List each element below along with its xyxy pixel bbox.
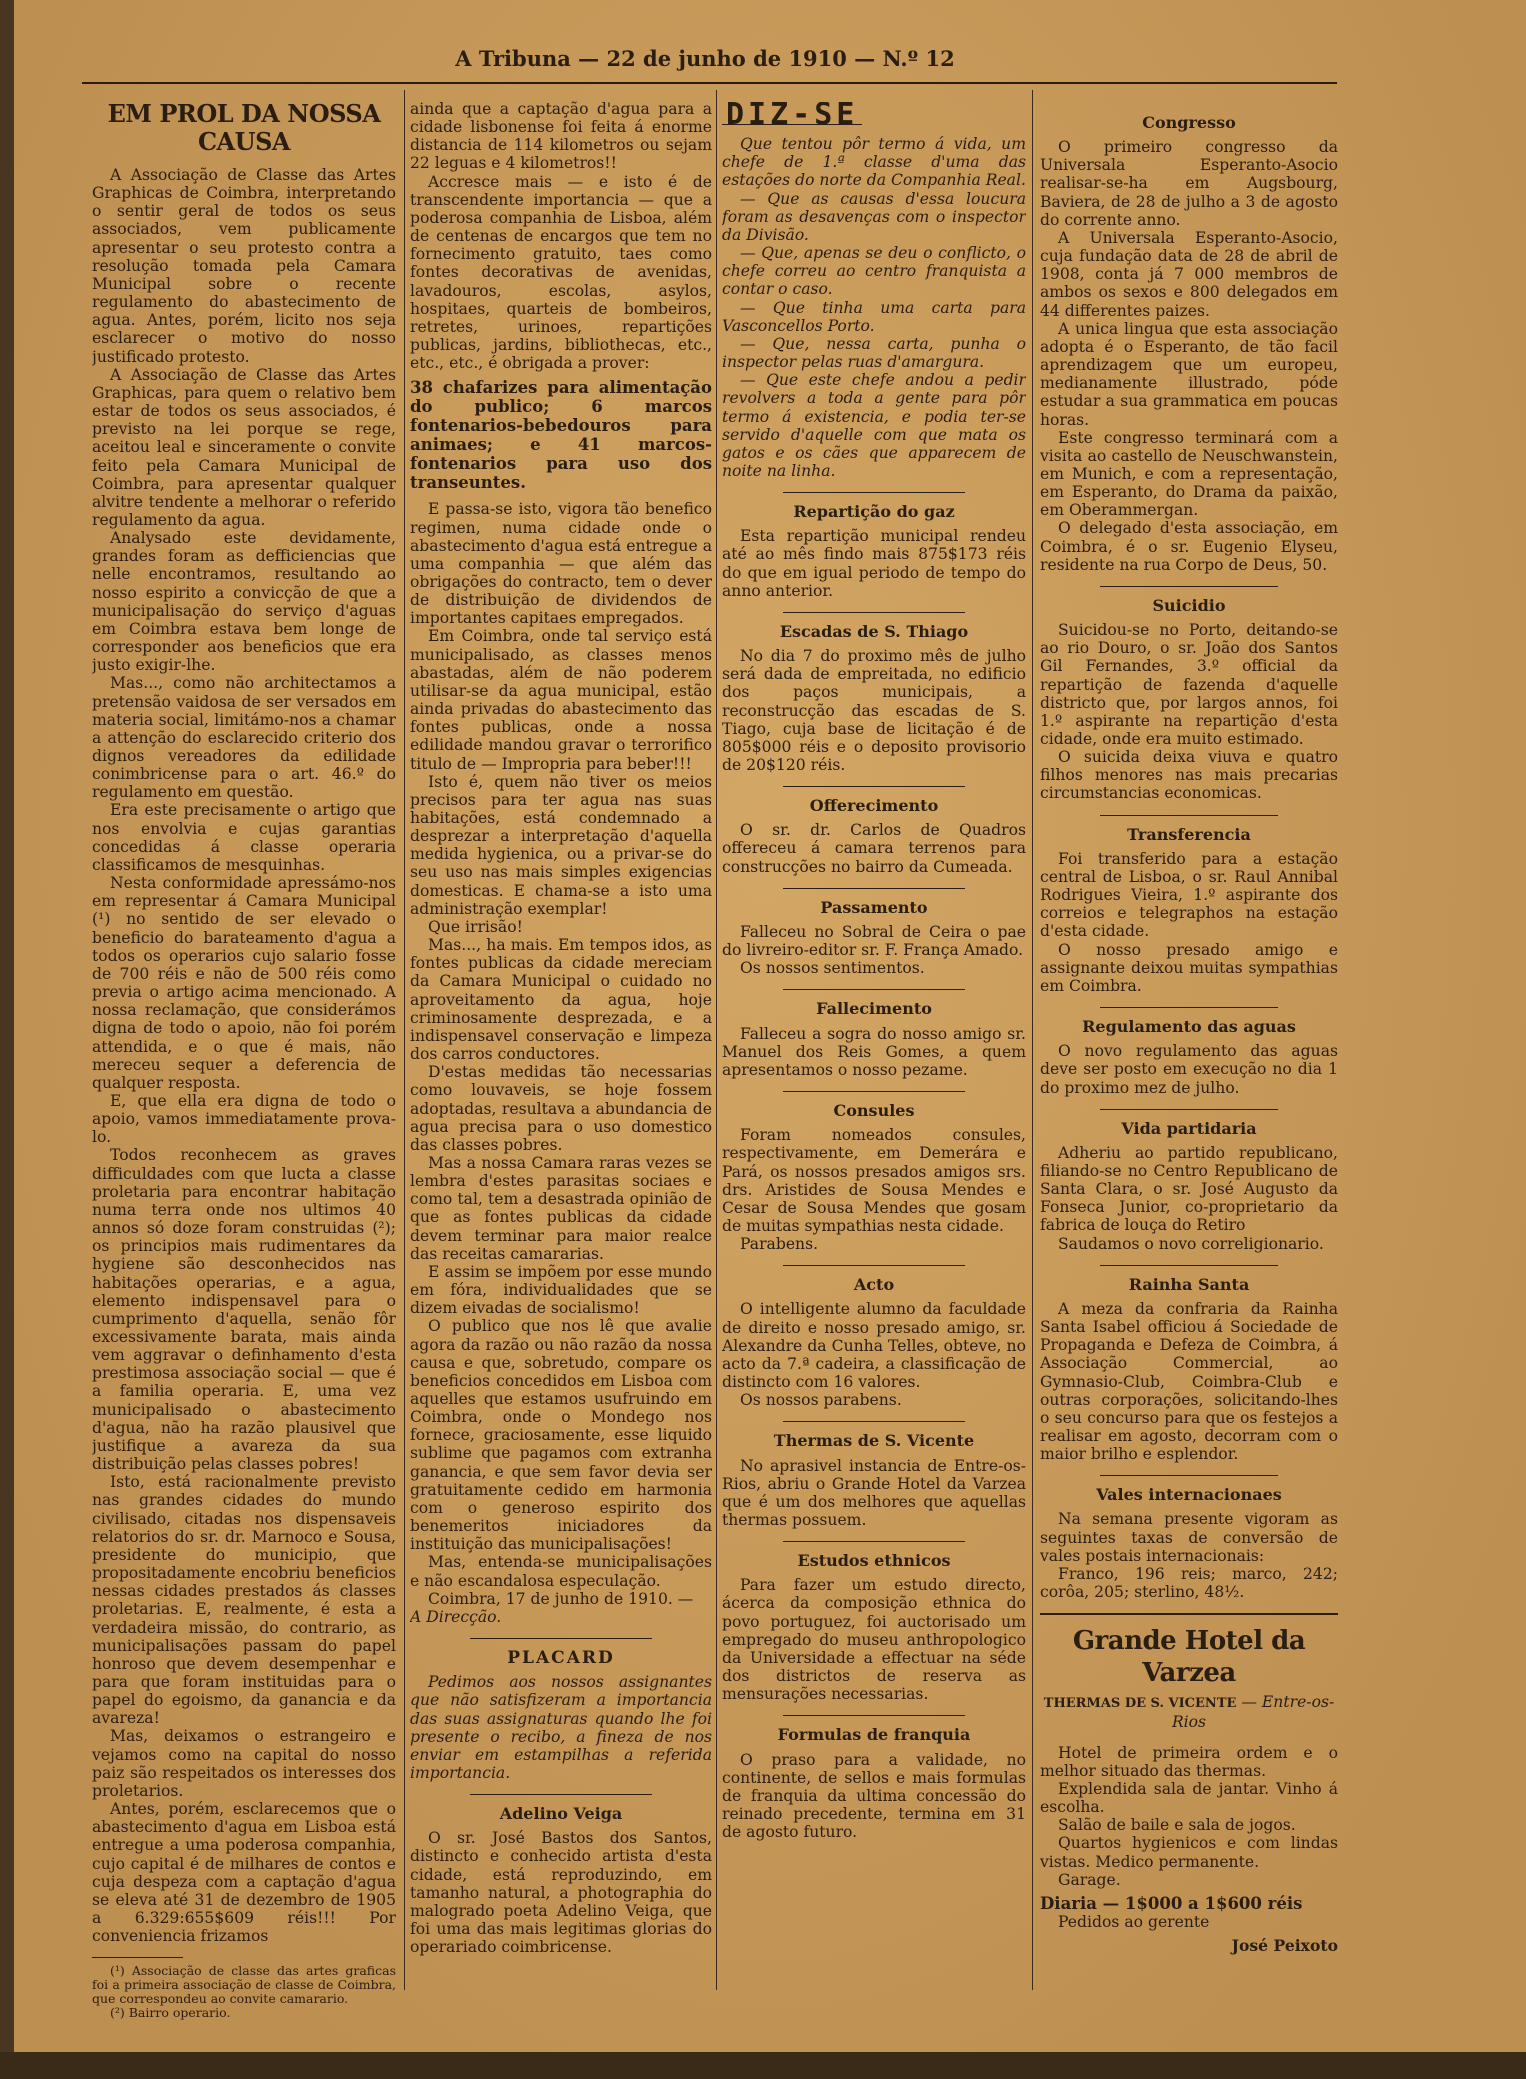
article-paragraph: E assim se impõem por esse mundo em fóra, individualidades que se dizem eivadas de socialismo! [410, 1262, 712, 1318]
section-rule [783, 492, 965, 493]
brief-title: Formulas de franquia [777, 1725, 971, 1745]
footnote: (²) Bairro operario. [110, 2005, 231, 2021]
brief-title: Transferencia [1127, 824, 1251, 844]
brief-text: Para fazer um estudo directo, ácerca da composição ethnica do povo portuguez, foi auctorisado um empregado do museu anthropologico da Universidade a effectuar na séde dos districtos de reserva as mensurações necessarias. [722, 1576, 1026, 1704]
article-paragraph: D'estas medidas tão necessarias como louvaveis, se hoje fossem adoptadas, resultava a abundancia de agua precisa para o uso domestico das classes pobres. [410, 1063, 712, 1154]
brief-text: Foram nomeados consules, respectivamente, em Demerára e Pará, os nossos presados amigos srs. drs. Aristides de Sousa Mendes e Cesar de Sousa Mendes que gosam de muitas sympathias nesta cidade. [722, 1126, 1026, 1235]
ad-daily-rate: Diaria — 1$000 a 1$600 réis [1040, 1893, 1303, 1913]
ad-subtitle-caps: THERMAS DE S. VICENTE [1043, 1696, 1237, 1712]
brief-text: Foi transferido para a estação central de Lisboa, o sr. Raul Annibal Rodrigues Vieira, 1.º aspirante dos correios e telegraphos na estação d'esta cidade. [1040, 849, 1338, 941]
dizse-item: — Que as causas d'essa loucura foram as desavenças com o inspector da Divisão. [722, 189, 1026, 244]
section-rule [783, 1715, 965, 1716]
brief-text: O delegado d'esta associação, em Coimbra, é o sr. Eugenio Elyseu, residente na rua Corpo de Deus, 50. [1040, 519, 1338, 574]
article-paragraph: Que irrisão! [428, 917, 523, 936]
article-paragraph: Accresce mais — e isto é de transcendente importancia — que a poderosa companhia de Lisboa, além de centenas de encargos que tem no fornecimento gratuito, taes como fontes decorativas de avenidas, lavadouros, escolas, asylos, hospitaes, quarteis de bombeiros, retretes, urinoes, repartições publicas, jardins, bibliothecas, etc., etc., etc., é obrigada a prover: [410, 172, 712, 373]
page-header: A Tribuna — 22 de junho de 1910 — N.º 12 [455, 46, 955, 71]
dizse-title: DIZ-SE [722, 106, 862, 125]
brief-text: Falleceu a sogra do nosso amigo sr. Manuel dos Reis Gomes, a quem apresentamos o nosso pezame. [722, 1024, 1026, 1079]
ad-contact: Pedidos ao gerente [1058, 1912, 1210, 1931]
brief-text: Este congresso terminará com a visita ao castello de Neuschwanstein, em Munich, e com a representação, em Esperanto, do Drama da paixão, em Oberammergan. [1040, 428, 1338, 520]
section-rule [783, 888, 965, 889]
brief-title: Estudos ethnicos [797, 1551, 951, 1571]
brief-title: Offerecimento [809, 796, 939, 816]
article-paragraph: Mas, deixamos o estrangeiro e vejamos como na capital do nosso paiz são respeitados os interesses dos proletarios. [92, 1727, 396, 1800]
brief-title: Acto [853, 1275, 895, 1295]
brief-title: Rainha Santa [1128, 1274, 1250, 1294]
section-rule [783, 612, 965, 613]
brief-text: Falleceu no Sobral de Ceira o pae do livreiro-editor sr. F. França Amado. [722, 922, 1026, 960]
placard-title: PLACARD [507, 1648, 615, 1669]
brief-title: Congresso [1142, 113, 1236, 132]
news-briefs [722, 503, 1026, 1841]
column-3 [722, 102, 1026, 1841]
article-signature: A Direcção. [410, 1607, 502, 1626]
brief-text: O intelligente alumno da faculdade de direito e nosso presado amigo, sr. Alexandre da Cunha Telles, obteve, no acto da 7.ª cadeira, a classificação de distincto com 16 valores. [722, 1300, 1026, 1392]
adelino-text: O sr. José Bastos dos Santos, distincto e conhecido artista d'esta cidade, está reproduzindo, em tamanho natural, a photographia do malogrado poeta Adelino Veiga, que foi uma das mais legitimas glorias do operariado coimbricense. [410, 1829, 712, 1957]
fountains-list: 38 chafarizes para alimentação do publico; 6 marcos fontenarios-bebedouros para animaes; e 41 marcos-fontenarios para uso dos transeuntes. [410, 378, 712, 493]
article-paragraph: E passa-se isto, vigora tão benefico regimen, numa cidade onde o abastecimento d'agua está entregue a uma companhia — que além das obrigações do contracto, tem o dever de distribuição de dividendos de importantes capitaes empregados. [410, 500, 712, 628]
article-paragraph: A Associação de Classe das Artes Graphicas de Coimbra, interpretando o sentir geral de todos os seus associados, vem publicamente apresentar o seu protesto contra a resolução tomada pela Camara Municipal sobre o recente regulamento do abastecimento de agua. Antes, porém, licito nos seja esclarecer o motivo do nosso justificado protesto. [92, 166, 396, 366]
article-paragraph: Isto é, quem não tiver os meios precisos para ter agua nas suas habitações, está condemnado a desprezar a interpretação d'aquella medida hygienica, ou a privar-se do seu uso nas mais simples exigencias domesticas. E chama-se a isto uma administração exemplar! [410, 772, 712, 918]
article-title: EM PROL DA NOSSA CAUSA [107, 99, 381, 156]
hotel-advertisement [1040, 1625, 1338, 1955]
ad-manager-name: José Peixoto [1231, 1936, 1338, 1956]
placard-text: Pedimos aos nossos assignantes que não satisfizeram a importancia das suas assignaturas quando lhe foi presente o recibo, a fineza de nos enviar em estampilhas a referida importancia. [410, 1673, 712, 1782]
section-rule [470, 1794, 651, 1795]
brief-text: O novo regulamento das aguas deve ser posto em execução no dia 1 do proximo mez de julho. [1040, 1042, 1338, 1097]
article-paragraph: Mas..., como não architectamos a pretensão vaidosa de ser versados em materia social, limitámo-nos a chamar a attenção do esclarecido criterio dos dignos vereadores da edilidade conimbricense para o art. 46.º do regulamento em questão. [92, 674, 396, 802]
brief-title: Repartição do gaz [793, 502, 955, 522]
ad-line: Quartos hygienicos e com lindas vistas. Medico permanente. [1040, 1834, 1338, 1871]
section-rule [783, 786, 965, 787]
brief-text: O sr. dr. Carlos de Quadros offereceu á camara terrenos para construcções no bairro da Cumeada. [722, 821, 1026, 876]
article-paragraph: Nesta conformidade apressámo-nos em representar á Camara Municipal (¹) no sentido de ser elevado o beneficio do barateamento d'agua a todos os operarios cujo salario fosse de 700 réis e não de 500 réis como previa o artigo acima mencionado. A nossa reclamação, que considerámos digna de todo o apoio, não foi porém attendida, e o que é mais, não mereceu sequer a deferencia de qualquer resposta. [92, 874, 396, 1092]
dizse-body [722, 135, 1026, 480]
adelino-title: Adelino Veiga [499, 1804, 623, 1824]
section-rule [1100, 586, 1279, 587]
brief-text: Saudamos o novo correligionario. [1058, 1234, 1324, 1253]
section-rule [1100, 1475, 1279, 1476]
article-paragraph: Todos reconhecem as graves difficuldades com que lucta a classe proletaria para encontrar habitação numa terra onde nos ultimos 40 annos só doze foram construidas (²); os principios mais rudimentares da hygiene são desconhecidos nas habitações operarias, e a agua, elemento indispensavel para o cumprimento d'aquella, senão fôr excessivamente barata, mais ainda vem aggravar o definhamento d'esta prestimosa associação social — que é a familia operaria. E, uma vez municipalisado o abastecimento d'agua, não ha razão plausivel que justifique a avareza da sua distribuição pelas classes pobres! [92, 1146, 396, 1474]
article-paragraph: E, que ella era digna de todo o apoio, vamos immediatamente prova-lo. [92, 1091, 396, 1147]
brief-title: Escadas de S. Thiago [779, 621, 969, 641]
column-rule [404, 90, 405, 1990]
ad-title: Grande Hotel da Varzea [1072, 1626, 1306, 1689]
brief-text: Franco, 196 reis; marco, 242; corôa, 205; sterlino, 48½. [1040, 1564, 1338, 1602]
column-2 [410, 100, 712, 1956]
article-paragraph: ainda que a captação d'agua para a cidade lisbonense foi feita á enorme distancia de 114 kilometros ou sejam 22 leguas e 4 kilometros!! [410, 100, 712, 173]
brief-text: Suicidou-se no Porto, deitando-se ao rio Douro, o sr. João dos Santos Gil Fernandes, 3.º official da repartição de fazenda d'aquelle districto que, por largos annos, foi 1.º aspirante na repartição d'esta cidade, onde era muito estimado. [1040, 621, 1338, 748]
footnotes [92, 1964, 396, 2020]
brief-text: Os nossos sentimentos. [740, 959, 925, 978]
brief-text: Parabens. [740, 1235, 819, 1254]
brief-text: Na semana presente vigoram as seguintes taxas de conversão de vales postais internacionais: [1040, 1510, 1338, 1565]
dizse-item: — Que este chefe andou a pedir revolvers a toda a gente para pôr termo á existencia, e podia ter-se servido d'aquelle com que mata os gatos e os cães que apparecem de noite na linha. [722, 371, 1026, 480]
section-rule [1100, 1109, 1279, 1110]
section-rule [783, 1541, 965, 1542]
brief-title: Suicidio [1152, 595, 1226, 615]
article-paragraph: A Associação de Classe das Artes Graphicas, para quem o relativo bem estar de todos os seus associados, é previsto na lei porque se rege, aceitou leal e sinceramente o convite feito pela Camara Municipal de Coimbra, para apresentar qualquer alvitre tendente a melhorar o referido regulamento da agua. [92, 365, 396, 529]
article-paragraph: Mas..., ha mais. Em tempos idos, as fontes publicas da cidade mereciam da Camara Municipal o cuidado no aproveitamento da agua, hoje criminosamente desprezada, e a indispensavel conservação e limpeza dos carros conductores. [410, 936, 712, 1064]
page-edge-bottom [0, 2052, 1526, 2079]
ad-line: Salão de baile e sala de jogos. [1058, 1816, 1296, 1835]
brief-title: Vales internacionaes [1096, 1485, 1282, 1505]
section-rule [783, 1421, 965, 1422]
article-paragraph: Mas a nossa Camara raras vezes se lembra d'estes parasitas sociaes e como tal, tem a desastrada opinião de que as fontes publicas da cidade devem terminar para maior realce das receitas camararias. [410, 1153, 712, 1263]
column-1 [92, 96, 396, 2020]
section-rule [1100, 815, 1279, 816]
brief-text: A Universala Esperanto-Asocio, cuja fundação data de 28 de abril de 1908, conta já 7 000 membros de ambos os sexos e 800 delegados em 44 differentes paizes. [1040, 228, 1338, 320]
dizse-item: Que tentou pôr termo á vida, um chefe de 1.ª classe d'uma das estações do norte da Companhia Real. [722, 135, 1026, 190]
section-rule [1100, 1007, 1279, 1008]
ad-rule [1040, 1613, 1338, 1615]
brief-title: Thermas de S. Vicente [773, 1431, 975, 1451]
section-rule [783, 1265, 965, 1266]
section-rule [783, 1091, 965, 1092]
article-paragraph: Antes, porém, esclarecemos que o abastecimento d'agua em Lisboa está entregue a uma poderosa companhia, cujo capital é de milhares de contos e cuja despeza com a captação d'agua se eleva até 31 de dezembro de 1905 a 6.329:655$609 réis!!! Por conveniencia frizamos [92, 1800, 396, 1946]
brief-text: No dia 7 do proximo mês de julho será dada de empreitada, no edificio dos paços municipais, a reconstrucção das escadas de S. Tiago, cuja base de licitação é de 805$000 réis e o deposito provisorio de 20$120 réis. [722, 647, 1026, 774]
article-body-continued-2 [410, 500, 712, 1589]
brief-title: Passamento [820, 897, 928, 917]
column-4 [1040, 104, 1338, 1955]
page-edge-left [0, 0, 14, 2079]
header-rule [82, 82, 1337, 84]
brief-text: O praso para a validade, no continente, de sellos e mais formulas de franquia da ultima concessão do reinado precedente, termina em 31 de agosto futuro. [722, 1750, 1026, 1842]
brief-text: O suicida deixa viuva e quatro filhos menores nas mais precarias circumstancias economicas. [1040, 748, 1338, 803]
article-paragraph: Mas, entenda-se municipalisações e não escandalosa especulação. [410, 1553, 712, 1590]
column-rule [1032, 90, 1033, 1990]
section-rule [1100, 1265, 1279, 1266]
brief-text: A meza da confraria da Rainha Santa Isabel officiou á Sociedade de Propaganda e Defeza de Coimbra, á Associação Commercial, ao Gymnasio-Club, Coimbra-Club e outras corporações, solicitando-lhes o seu concurso para que os festejos a realisar em agosto, decorram com o maior brilho e esplendor. [1040, 1299, 1338, 1464]
brief-text: Adheriu ao partido republicano, filiando-se no Centro Republicano de Santa Clara, o sr. José Augusto da Fonseca Junior, co-proprietario da fabrica de louça do Retiro [1040, 1143, 1338, 1235]
article-paragraph: Analysado este devidamente, grandes foram as defficiencias que nelle encontramos, resultando ao nosso espirito a convicção de que a municipalisação do serviço d'aguas em Coimbra estava bem longe de corresponder aos beneficios que era justo exigir-lhe. [92, 529, 396, 675]
article-paragraph: Em Coimbra, onde tal serviço está municipalisado, as classes menos abastadas, além de não poderem utilisar-se da agua municipal, estão ainda privadas do abastecimento das fontes publicas, onde a nossa edilidade mandou gravar o terrorifico titulo de — Impropria para beber!!! [410, 627, 712, 773]
dizse-item: — Que tinha uma carta para Vasconcellos Porto. [722, 298, 1026, 335]
ad-line: Hotel de primeira ordem e o melhor situado das thermas. [1040, 1743, 1338, 1780]
dizse-item: — Que, apenas se deu o conflicto, o chefe correu ao centro franquista a contar o caso. [722, 244, 1026, 299]
news-briefs-2 [1040, 114, 1338, 1601]
article-paragraph: O publico que nos lê que avalie agora da razão ou não razão da nossa causa e que, sobretudo, compare os beneficios concedidos em Lisboa com aquelles que estamos usufruindo em Coimbra, onde o Mondego nos fornece, graciosamente, esse liquido sublime que pagamos com extranha ganancia, e que sem favor devia ser gratuitamente cedido em harmonia com o generoso espirito dos benemeritos iniciadores da instituição das municipalisações! [410, 1317, 712, 1554]
ad-line: Explendida sala de jantar. Vinho á escolha. [1040, 1779, 1338, 1817]
section-rule [783, 989, 965, 990]
dizse-item: — Que, nessa carta, punha o inspector pelas ruas d'amargura. [722, 334, 1026, 372]
brief-title: Regulamento das aguas [1082, 1017, 1296, 1037]
brief-text: No aprasivel instancia de Entre-os-Rios, abriu o Grande Hotel da Varzea que é um dos melhores que aquellas thermas possuem. [722, 1456, 1026, 1529]
article-paragraph: Era este precisamente o artigo que nos envolvia e cujas garantias concedidas á classe operaria classificamos de mesquinhas. [92, 801, 396, 874]
brief-title: Vida partidaria [1121, 1118, 1257, 1138]
section-rule [470, 1638, 651, 1639]
footnote-rule [92, 1957, 183, 1958]
ad-lines [1040, 1744, 1338, 1889]
brief-title: Consules [833, 1101, 915, 1121]
article-paragraph: Isto, está racionalmente previsto nas grandes cidades do mundo civilisado, citadas nos dispensaveis relatorios do sr. dr. Marnoco e Sousa, presidente do municipio, que propositadamente encobriu beneficios nessas cidades prestados ás classes proletarias. E, realmente, é esta a verdadeira missão, do contrario, as municipalisações passam do papel honroso que devem desempenhar e para que foram instituidas para o papel do egoismo, da ganancia e da avareza! [92, 1473, 396, 1728]
brief-text: O nosso presado amigo e assignante deixou muitas sympathias em Coimbra. [1040, 940, 1338, 995]
brief-text: O primeiro congresso da Universala Esperanto-Asocio realisar-se-ha em Augsbourg, Baviera, de 28 de julho a 3 de agosto do corrente anno. [1040, 138, 1338, 229]
ad-line: Garage. [1058, 1870, 1121, 1889]
brief-title: Fallecimento [816, 999, 932, 1019]
brief-text: A unica lingua que esta associação adopta é o Esperanto, de tão facil aprendizagem que um europeu, medianamente illustrado, póde estudar a sua grammatica em poucas horas. [1040, 319, 1338, 429]
ad-subtitle-place: — Entre-os-Rios [1171, 1693, 1335, 1732]
column-rule [716, 90, 717, 1990]
article-body-continued [410, 100, 712, 372]
dateline: Coimbra, 17 de junho de 1910. — [428, 1589, 694, 1608]
footnote: (¹) Associação de classe das artes graficas foi a primeira associação de classe de Coimbra, que correspondeu ao convite camarario. [92, 1963, 396, 2007]
article-body [92, 166, 396, 1945]
brief-text: Esta repartição municipal rendeu até ao mês findo mais 875$173 réis do que em igual periodo de tempo do anno anterior. [722, 527, 1026, 600]
brief-text: Os nossos parabens. [740, 1391, 902, 1410]
